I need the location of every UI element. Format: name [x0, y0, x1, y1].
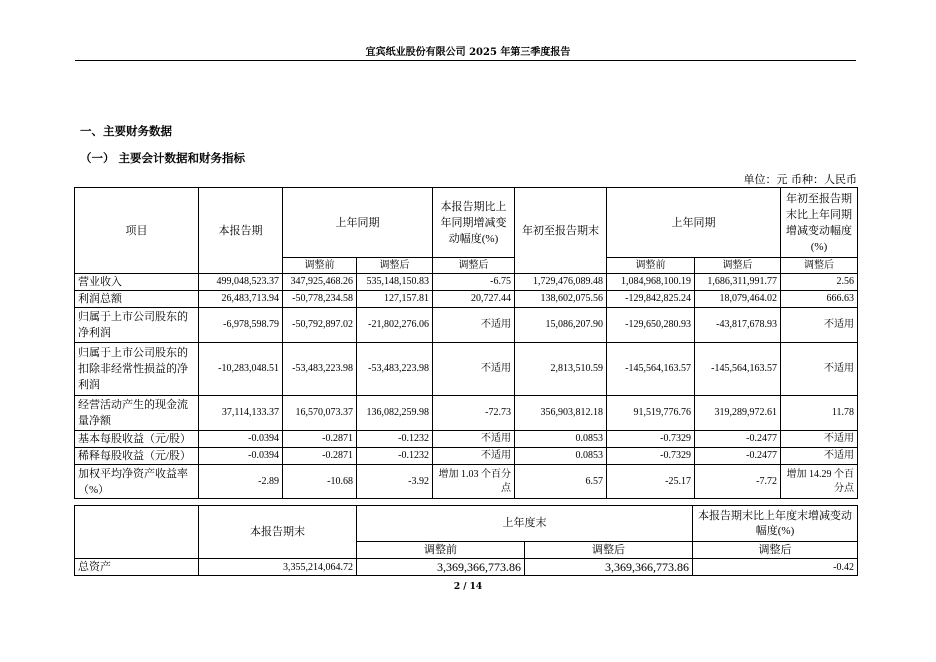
- sub-after-adjust: 调整后: [693, 542, 858, 559]
- header-prior-period: 上年同期: [283, 188, 433, 258]
- header-period-end: 本报告期末: [199, 506, 357, 559]
- table-row: [75, 431, 858, 448]
- cell: -2.89: [199, 465, 283, 499]
- cell: 不适用: [781, 431, 858, 448]
- cell: 不适用: [433, 431, 515, 448]
- cell: -72.73: [433, 396, 515, 431]
- cell: -3.92: [357, 465, 433, 499]
- sub-after-adjust: 调整后: [781, 258, 858, 274]
- header-prior-ytd: 上年同期: [607, 188, 781, 258]
- cell: 2,813,510.59: [515, 343, 607, 396]
- sub-before-adjust: 调整前: [357, 542, 525, 559]
- row-label: 营业收入: [75, 274, 199, 291]
- page-header: 宜宾纸业股份有限公司 2025 年第三季度报告: [365, 47, 571, 58]
- table-row: [75, 396, 858, 431]
- cell: 不适用: [433, 448, 515, 465]
- sub-after-adjust: 调整后: [433, 258, 515, 274]
- cell: -53,483,223.98: [283, 343, 357, 396]
- cell: -53,483,223.98: [357, 343, 433, 396]
- financial-table: [74, 187, 858, 499]
- cell: 18,079,464.02: [695, 291, 781, 308]
- table-row: [75, 308, 858, 343]
- subsection-title: （一） 主要会计数据和财务指标: [80, 151, 246, 165]
- cell: -0.7329: [607, 448, 695, 465]
- sub-before-adjust: 调整前: [283, 258, 357, 274]
- cell: 0.0853: [515, 448, 607, 465]
- cell: -6,978,598.79: [199, 308, 283, 343]
- cell: 不适用: [781, 343, 858, 396]
- table-row: [75, 274, 858, 291]
- row-label: 经营活动产生的现金流量净额: [75, 396, 199, 431]
- cell: 增加 14.29 个百分点: [781, 465, 858, 499]
- header-prior-year-end: 上年度末: [357, 506, 693, 542]
- cell: 0.0853: [515, 431, 607, 448]
- row-label: 基本每股收益（元/股）: [75, 431, 199, 448]
- cell: 127,157.81: [357, 291, 433, 308]
- cell: -0.42: [693, 559, 858, 576]
- cell: -0.2477: [695, 448, 781, 465]
- cell: 不适用: [433, 343, 515, 396]
- header-ytd-change: 年初至报告期末比上年同期增减变动幅度(%): [781, 188, 858, 258]
- cell: 不适用: [781, 308, 858, 343]
- cell: 136,082,259.98: [357, 396, 433, 431]
- header-blank: [75, 506, 199, 559]
- cell: 20,727.44: [433, 291, 515, 308]
- cell: 138,602,075.56: [515, 291, 607, 308]
- table-row: [75, 448, 858, 465]
- cell: -10.68: [283, 465, 357, 499]
- table-row: [75, 465, 858, 499]
- header-ytd: 年初至报告期末: [515, 188, 607, 274]
- cell: 16,570,073.37: [283, 396, 357, 431]
- cell: 91,519,776.76: [607, 396, 695, 431]
- row-label: 利润总额: [75, 291, 199, 308]
- sub-before-adjust: 调整前: [607, 258, 695, 274]
- cell: 26,483,713.94: [199, 291, 283, 308]
- cell: 347,925,468.26: [283, 274, 357, 291]
- cell: 增加 1.03 个百分点: [433, 465, 515, 499]
- total-assets-table: [74, 505, 858, 576]
- cell: -145,564,163.57: [607, 343, 695, 396]
- page-number: 2 / 14: [453, 582, 483, 592]
- header-period-change: 本报告期比上年同期增减变动幅度(%): [433, 188, 515, 258]
- cell: 37,114,133.37: [199, 396, 283, 431]
- cell: 1,729,476,089.48: [515, 274, 607, 291]
- cell: 3,355,214,064.72: [199, 559, 357, 576]
- cell: -6.75: [433, 274, 515, 291]
- cell: 535,148,150.83: [357, 274, 433, 291]
- cell: 2.56: [781, 274, 858, 291]
- cell: -10,283,048.51: [199, 343, 283, 396]
- cell: 499,048,523.37: [199, 274, 283, 291]
- table-row: [75, 559, 858, 576]
- cell: 1,686,311,991.77: [695, 274, 781, 291]
- row-label: 归属于上市公司股东的扣除非经常性损益的净利润: [75, 343, 199, 396]
- cell: -0.0394: [199, 448, 283, 465]
- sub-after-adjust: 调整后: [525, 542, 693, 559]
- cell: -43,817,678.93: [695, 308, 781, 343]
- cell: 3,369,366,773.86: [525, 559, 693, 576]
- cell: -50,778,234.58: [283, 291, 357, 308]
- cell: -129,650,280.93: [607, 308, 695, 343]
- cell: 6.57: [515, 465, 607, 499]
- row-label: 归属于上市公司股东的净利润: [75, 308, 199, 343]
- cell: 1,084,968,100.19: [607, 274, 695, 291]
- cell: 356,903,812.18: [515, 396, 607, 431]
- table-row: [75, 291, 858, 308]
- header-rule: [75, 60, 856, 61]
- cell: -129,842,825.24: [607, 291, 695, 308]
- cell: -7.72: [695, 465, 781, 499]
- header-item: 项目: [75, 188, 199, 274]
- cell: 319,289,972.61: [695, 396, 781, 431]
- row-label: 稀释每股收益（元/股）: [75, 448, 199, 465]
- header-current-period: 本报告期: [199, 188, 283, 274]
- cell: -21,802,276.06: [357, 308, 433, 343]
- row-label: 总资产: [75, 559, 199, 576]
- cell: -0.2871: [283, 448, 357, 465]
- cell: -0.0394: [199, 431, 283, 448]
- sub-after-adjust: 调整后: [357, 258, 433, 274]
- cell: -145,564,163.57: [695, 343, 781, 396]
- cell: -25.17: [607, 465, 695, 499]
- cell: 11.78: [781, 396, 858, 431]
- row-label: 加权平均净资产收益率（%）: [75, 465, 199, 499]
- sub-after-adjust: 调整后: [695, 258, 781, 274]
- cell: -0.2871: [283, 431, 357, 448]
- cell: 666.63: [781, 291, 858, 308]
- cell: -0.1232: [357, 431, 433, 448]
- currency-unit: 单位：元 币种：人民币: [743, 173, 857, 186]
- table-row: [75, 343, 858, 396]
- cell: 不适用: [781, 448, 858, 465]
- cell: -50,792,897.02: [283, 308, 357, 343]
- cell: 不适用: [433, 308, 515, 343]
- cell: 15,086,207.90: [515, 308, 607, 343]
- cell: -0.7329: [607, 431, 695, 448]
- cell: 3,369,366,773.86: [357, 559, 525, 576]
- cell: -0.2477: [695, 431, 781, 448]
- header-change: 本报告期末比上年度末增减变动幅度(%): [693, 506, 858, 542]
- cell: -0.1232: [357, 448, 433, 465]
- section-title: 一、主要财务数据: [80, 124, 172, 138]
